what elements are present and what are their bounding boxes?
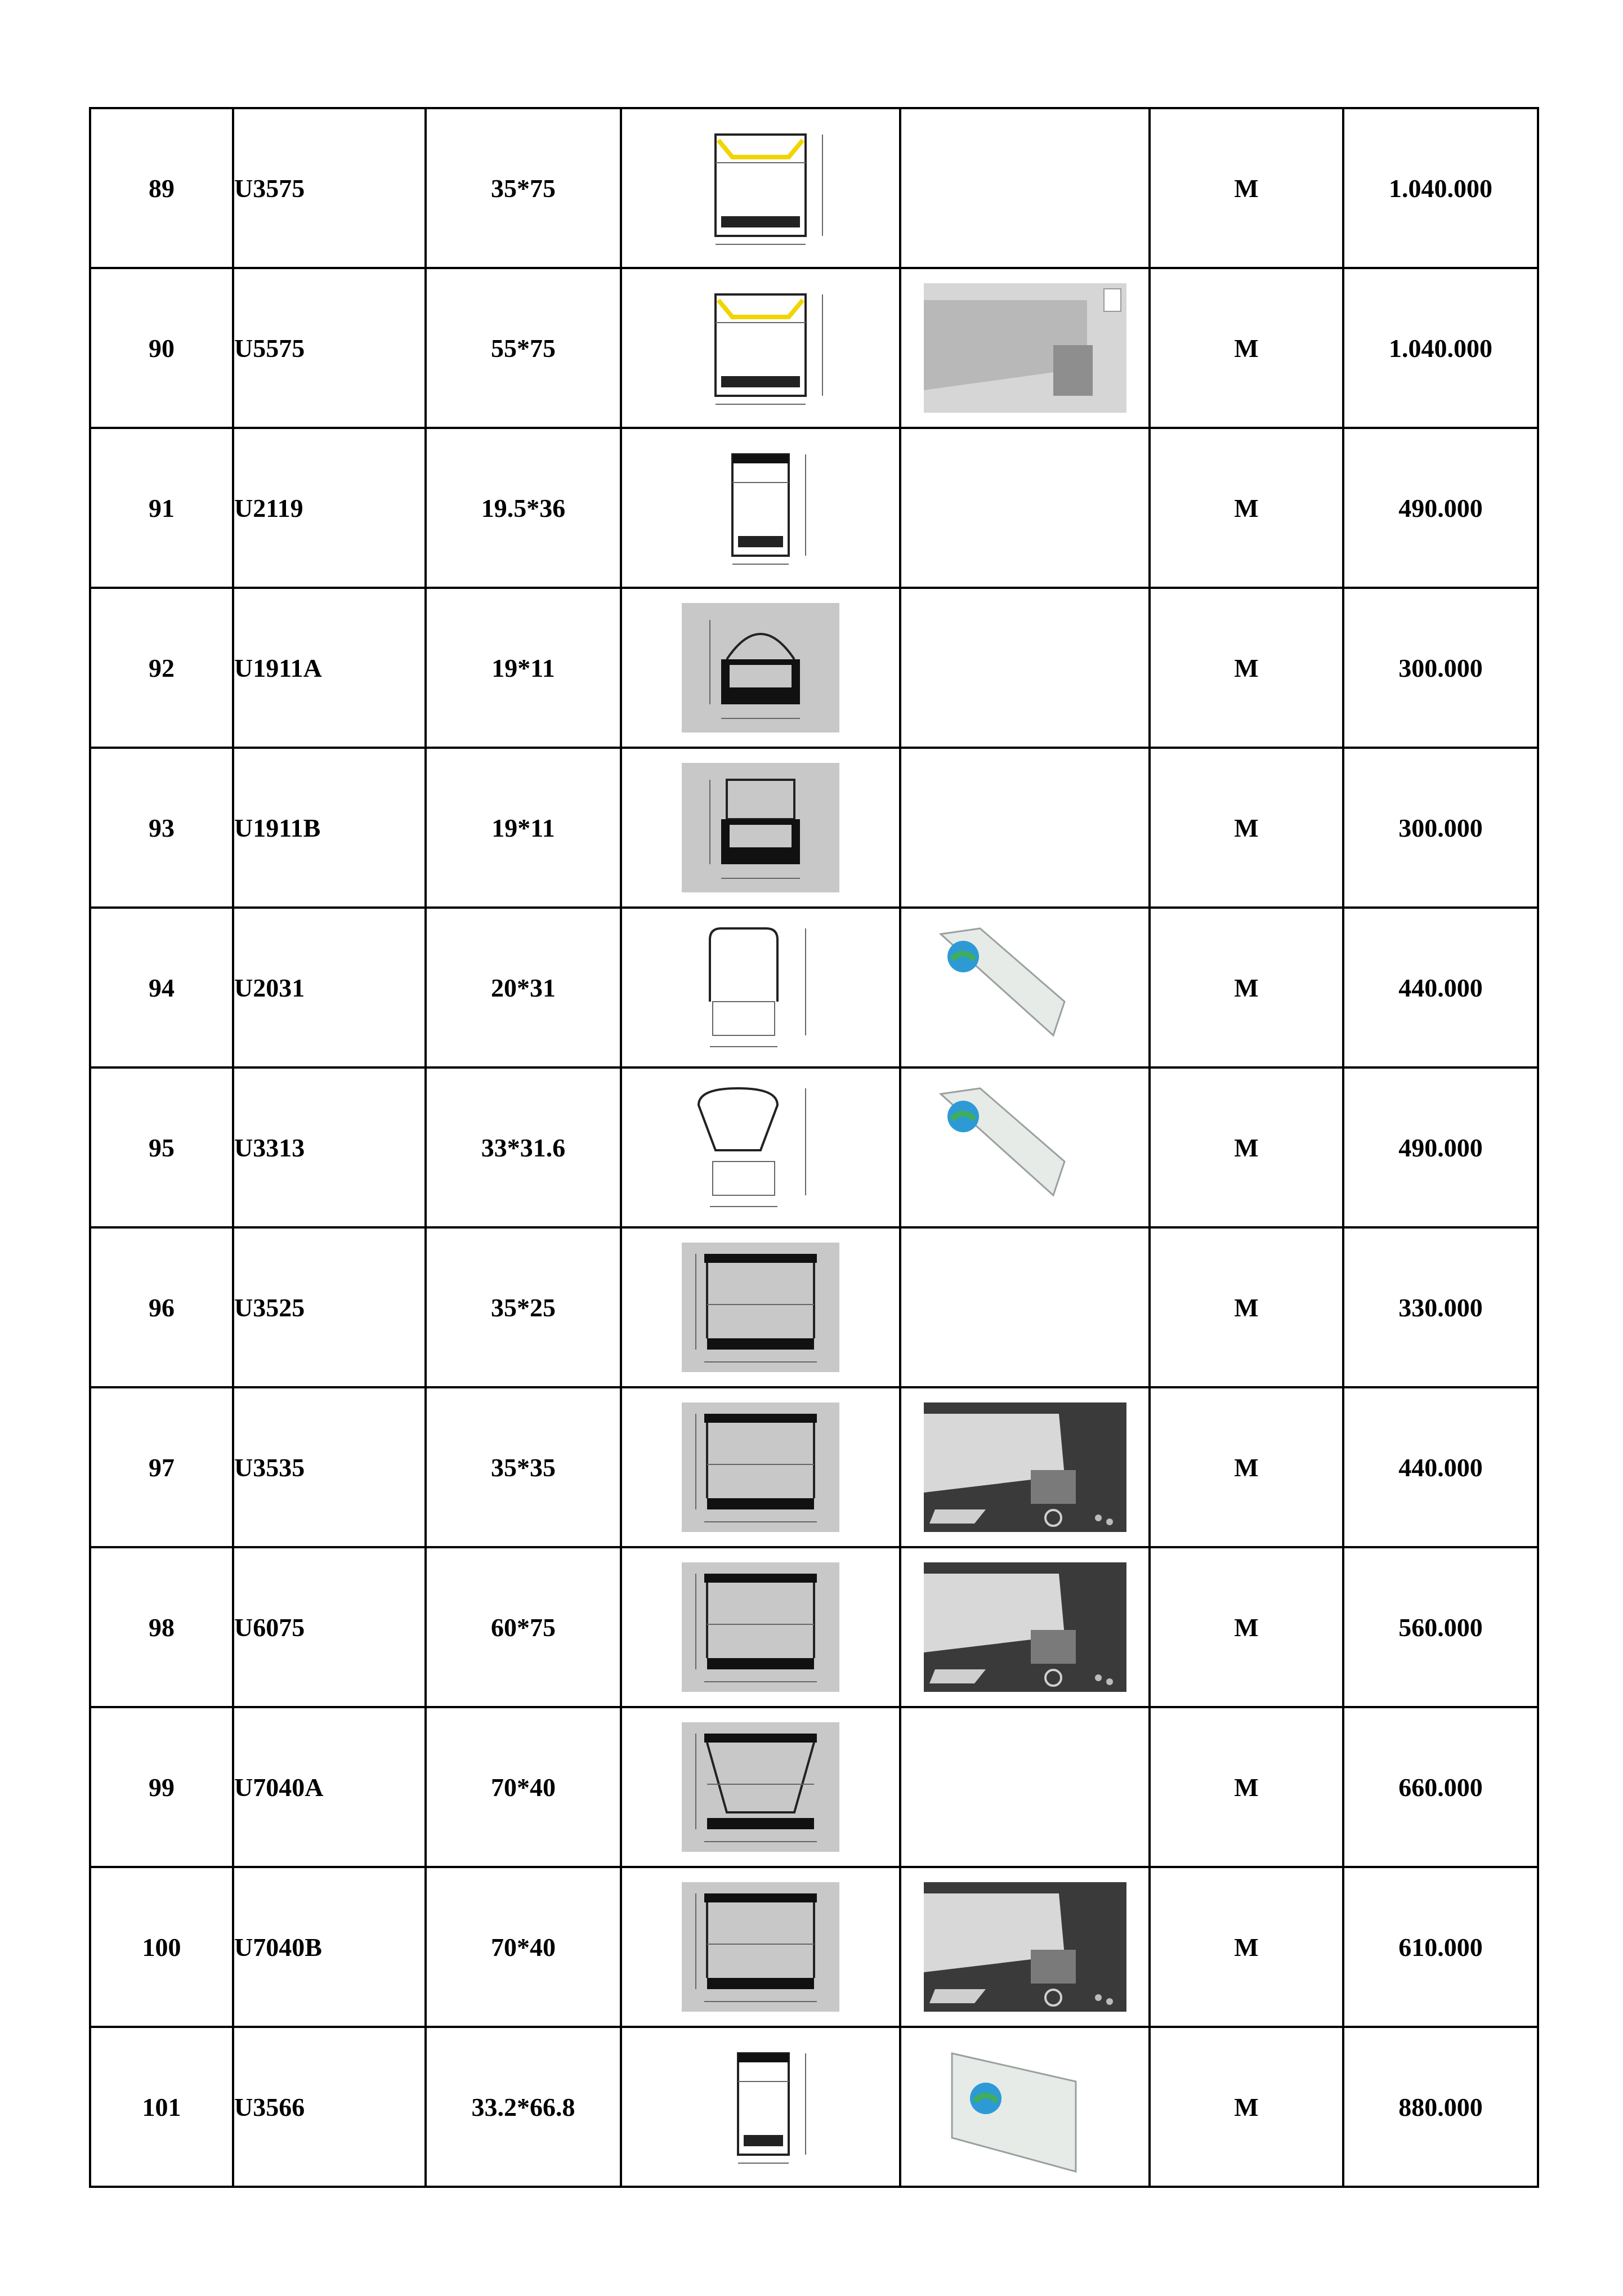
product-photo-dark-kit (918, 1877, 1132, 2017)
product-size: 19*11 (426, 588, 621, 748)
item-number: 95 (90, 1067, 233, 1227)
table-row (90, 908, 1538, 1067)
profile-drawing-grey-box (676, 1237, 845, 1378)
product-photo-cell (900, 748, 1150, 908)
product-photo-cell (900, 1227, 1150, 1387)
table-row (90, 748, 1538, 908)
product-photo-cell (900, 1547, 1150, 1707)
price-cell: 610.000 (1343, 1867, 1538, 2027)
unit-cell: M (1150, 108, 1343, 268)
product-size: 35*75 (426, 108, 621, 268)
product-photo-cell (900, 908, 1150, 1067)
item-number: 100 (90, 1867, 233, 2027)
product-size: 70*40 (426, 1707, 621, 1867)
profile-drawing-line-rounded (676, 917, 845, 1058)
price-cell: 440.000 (1343, 908, 1538, 1067)
profile-drawing-cell (621, 748, 900, 908)
product-photo-grey-square (918, 278, 1132, 418)
table-row (90, 1707, 1538, 1867)
table-row (90, 1547, 1538, 1707)
product-size: 20*31 (426, 908, 621, 1067)
item-number: 99 (90, 1707, 233, 1867)
table-row (90, 1387, 1538, 1547)
product-photo-cell (900, 1867, 1150, 2027)
product-size: 55*75 (426, 268, 621, 428)
price-cell: 440.000 (1343, 1387, 1538, 1547)
profile-drawing-cell (621, 108, 900, 268)
profile-drawing-tall-yellow (676, 118, 845, 258)
table-row (90, 1227, 1538, 1387)
product-photo-logo-profile (918, 1077, 1132, 1218)
table-row (90, 2027, 1538, 2187)
product-code: U5575 (233, 268, 426, 428)
product-size: 19.5*36 (426, 428, 621, 588)
profile-drawing-cell (621, 268, 900, 428)
product-photo-cell (900, 588, 1150, 748)
product-photo-cell (900, 1067, 1150, 1227)
product-photo-cell (900, 1707, 1150, 1867)
unit-cell: M (1150, 908, 1343, 1067)
item-number: 90 (90, 268, 233, 428)
profile-drawing-grey-flat (676, 757, 845, 898)
profile-drawing-cell (621, 1867, 900, 2027)
price-cell: 300.000 (1343, 748, 1538, 908)
item-number: 91 (90, 428, 233, 588)
product-code: U1911A (233, 588, 426, 748)
table-row (90, 428, 1538, 588)
profile-drawing-cell (621, 2027, 900, 2187)
item-number: 94 (90, 908, 233, 1067)
product-size: 33*31.6 (426, 1067, 621, 1227)
product-photo-logo-box (918, 2036, 1132, 2177)
table-row (90, 588, 1538, 748)
unit-cell: M (1150, 1867, 1343, 2027)
product-code: U1911B (233, 748, 426, 908)
product-code: U3525 (233, 1227, 426, 1387)
unit-cell: M (1150, 268, 1343, 428)
product-size: 35*35 (426, 1387, 621, 1547)
profile-drawing-cell (621, 428, 900, 588)
unit-cell: M (1150, 428, 1343, 588)
product-code: U6075 (233, 1547, 426, 1707)
item-number: 96 (90, 1227, 233, 1387)
unit-cell: M (1150, 748, 1343, 908)
product-photo-cell (900, 268, 1150, 428)
product-photo-dark-kit (918, 1397, 1132, 1538)
price-cell: 330.000 (1343, 1227, 1538, 1387)
profile-drawing-cell (621, 1547, 900, 1707)
profile-drawing-narrow-tall (676, 437, 845, 578)
product-photo-cell (900, 108, 1150, 268)
table-row (90, 268, 1538, 428)
price-cell: 880.000 (1343, 2027, 1538, 2187)
unit-cell: M (1150, 2027, 1343, 2187)
profile-drawing-grey-dome (676, 597, 845, 738)
product-size: 35*25 (426, 1227, 621, 1387)
product-size: 70*40 (426, 1867, 621, 2027)
item-number: 98 (90, 1547, 233, 1707)
unit-cell: M (1150, 1067, 1343, 1227)
unit-cell: M (1150, 588, 1343, 748)
product-size: 33.2*66.8 (426, 2027, 621, 2187)
profile-drawing-cell (621, 908, 900, 1067)
profile-drawing-cell (621, 588, 900, 748)
product-code: U3575 (233, 108, 426, 268)
unit-cell: M (1150, 1707, 1343, 1867)
price-cell: 490.000 (1343, 428, 1538, 588)
product-code: U3313 (233, 1067, 426, 1227)
product-photo-cell (900, 428, 1150, 588)
product-size: 60*75 (426, 1547, 621, 1707)
product-code: U2119 (233, 428, 426, 588)
item-number: 89 (90, 108, 233, 268)
table-row (90, 1867, 1538, 2027)
profile-drawing-cell (621, 1707, 900, 1867)
profile-drawing-line-tall (676, 2036, 845, 2177)
product-code: U7040A (233, 1707, 426, 1867)
profile-drawing-grey-box (676, 1557, 845, 1698)
profile-drawing-grey-flare (676, 1717, 845, 1857)
product-code: U3535 (233, 1387, 426, 1547)
price-cell: 560.000 (1343, 1547, 1538, 1707)
unit-cell: M (1150, 1227, 1343, 1387)
price-cell: 1.040.000 (1343, 268, 1538, 428)
table-row (90, 108, 1538, 268)
profile-drawing-grey-box (676, 1877, 845, 2017)
table-row (90, 1067, 1538, 1227)
product-code: U7040B (233, 1867, 426, 2027)
product-photo-cell (900, 1387, 1150, 1547)
profile-drawing-cell (621, 1067, 900, 1227)
unit-cell: M (1150, 1387, 1343, 1547)
product-photo-dark-kit (918, 1557, 1132, 1698)
price-cell: 300.000 (1343, 588, 1538, 748)
item-number: 93 (90, 748, 233, 908)
product-code: U2031 (233, 908, 426, 1067)
product-code: U3566 (233, 2027, 426, 2187)
profile-drawing-wide-yellow (676, 278, 845, 418)
product-table-body (90, 108, 1538, 2187)
product-photo-cell (900, 2027, 1150, 2187)
profile-drawing-cell (621, 1227, 900, 1387)
product-photo-logo-profile (918, 917, 1132, 1058)
product-size: 19*11 (426, 748, 621, 908)
product-table (89, 107, 1539, 2188)
price-cell: 490.000 (1343, 1067, 1538, 1227)
unit-cell: M (1150, 1547, 1343, 1707)
item-number: 97 (90, 1387, 233, 1547)
item-number: 92 (90, 588, 233, 748)
profile-drawing-cell (621, 1387, 900, 1547)
profile-drawing-line-cup (676, 1077, 845, 1218)
profile-drawing-grey-box (676, 1397, 845, 1538)
price-cell: 1.040.000 (1343, 108, 1538, 268)
item-number: 101 (90, 2027, 233, 2187)
price-cell: 660.000 (1343, 1707, 1538, 1867)
